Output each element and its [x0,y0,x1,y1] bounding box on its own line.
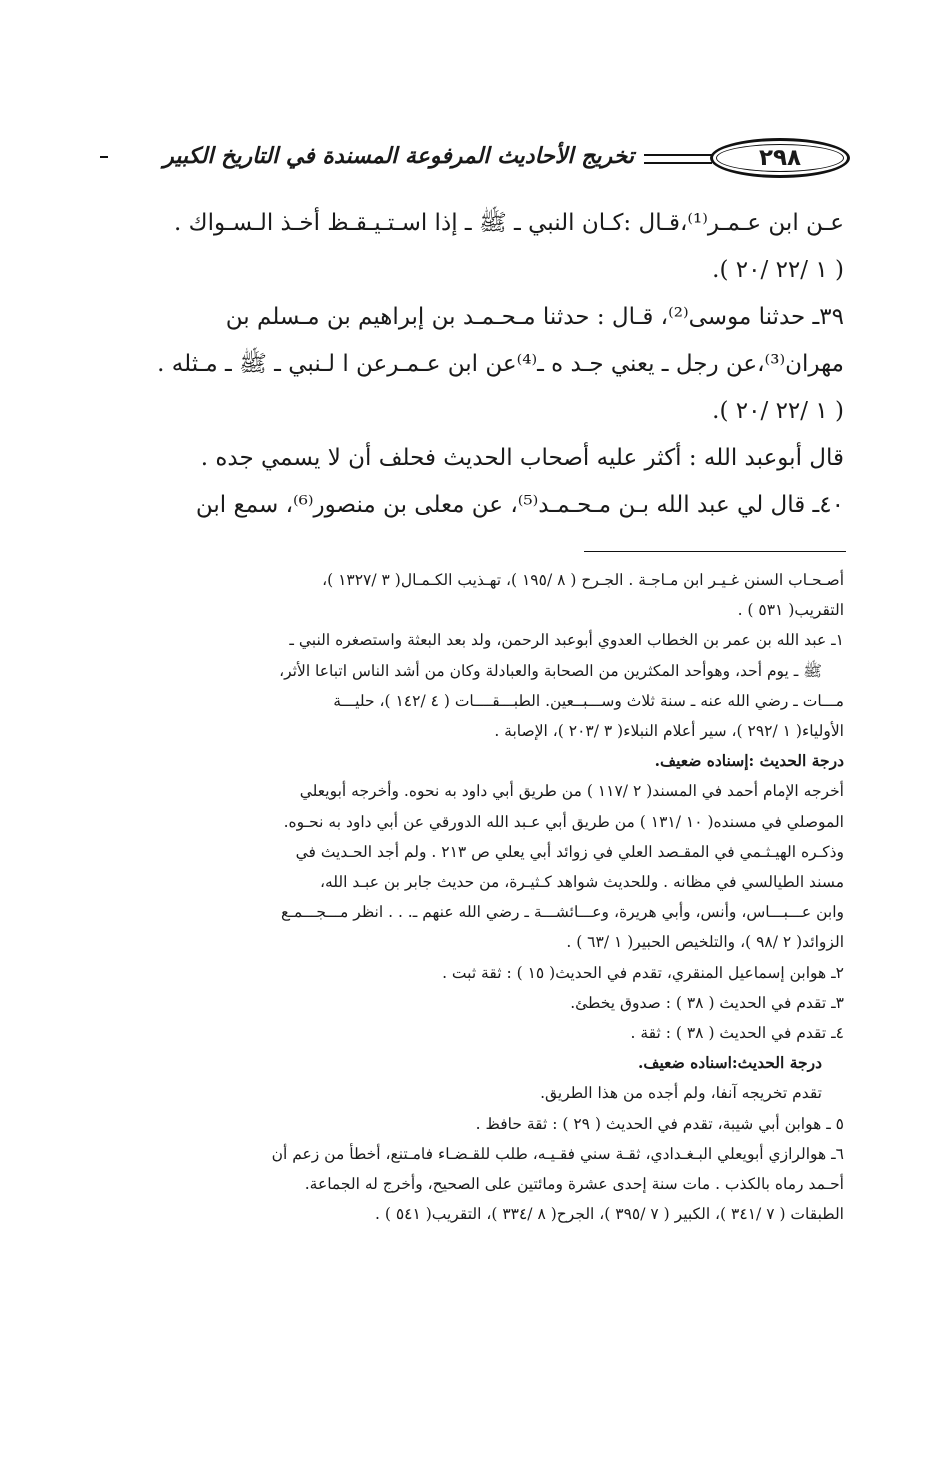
page-number: ٢٩٨ [758,145,802,171]
footnote-1-line: الأولياء( ١ /٢٩٢ )، سير أعلام النبلاء( ٣ /٢٠٣ )، الإصابة . [494,722,844,741]
main-text [99,200,844,529]
takhrij-line: الزوائد( ٢ /٩٨ )، والتلخيص الحبير( ١ /٦٣ ) . [566,933,844,952]
takhrij-line: أخرجه الإمام أحمد في المسند( ٢ /١١٧ ) من طريق أبي داود به نحوه. وأخرجه أبويعلي [299,782,844,801]
hadith-grade-heading: درجة الحديث :إسناده ضعيف. [654,751,844,771]
reference-line: ( ١ /٢٢ /٢٠ ). [712,257,844,283]
comment-line: قال أبوعبد الله : أكثر عليه أصحاب الحديث فحلف أن لا يسمي جده . [200,445,844,471]
footnote-1-line: ﷺ ـ يوم أحد، وهوأحد المكثرين من الصحابة والعبادلة وكان من أشد الناس اتباعا الأثر، [279,661,822,680]
footnote-6-line: الطبقات ( ٧ /٣٤١ )، الكبير ( ٧ /٣٩٥ )، الجرح( ٨ /٣٣٤ )، التقريب( ٥٤١ ) . [374,1205,844,1224]
footnote-6-line: أحـمد رماه بالكذب . مات سنة إحدى عشرة ومائتين على الصحيح، وأخرج له الجماعة. [304,1175,844,1194]
footnotes [99,565,844,1229]
page-header [100,138,850,182]
footnote-4: ٤ـ تقدم في الحديث ( ٣٨ ) : ثقة . [630,1024,844,1043]
footnote-1-line: ١ـ عبد الله بن عمر بن الخطاب العدوي أبوعبد الرحمن، ولد بعد البعثة واستصغره النبي ـ [289,631,844,650]
takhrij-line: وابن عـــبـــاس، وأنس، وأبي هريرة، وعـــائشـــة ـ رضي الله عنهم ـ. . . انظر مـــجـــمـع [281,903,844,922]
running-title: تخريج الأحاديث المرفوعة المسندة في التاريخ الكبير [163,143,634,169]
footnote-line: أصـحـاب السنن غـيـر ابن مـاجـة . الجـرح ( ٨ /١٩٥ )، تهـذيب الكـمـال( ٣ /١٣٢٧ )، [322,571,844,589]
reference-line: ( ١ /٢٢ /٢٠ ). [712,398,844,424]
footnote-2: ٢ـ هوابن إسماعيل المنقري، تقدم في الحديث( ١٥ ) : ثقة ثبت . [442,963,844,982]
takhrij-line: مسند الطيالسي في مظانه . وللحديث شواهد كـثيـرة، من حديث جابر بن عبـد الله، [319,873,844,892]
takhrij-line: وذكـره الهيـثـمي في المقـصد العلي في زوائد أبي يعلي ص ٢١٣ . ولم أجد الحـديث في [295,842,844,861]
takhrij-line: الموصلي في مسنده( ١٠ /١٣١ ) من طريق أبي عـبد الله الدورقي عن أبي داود به نحـوه. [283,812,844,831]
header-double-rule [644,154,712,164]
footnote-line: التقريب( ٥٣١ ) . [737,601,844,620]
footnote-5: ٥ ـ هوابن أبي شيبة، تقدم في الحديث ( ٢٩ ) : ثقة حافظ . [475,1114,844,1133]
footnote-6-line: ٦ـ هوالرازي أبويعلي البـغـدادي، ثقـة سني فقـيـه، طلب للقـضـاء فامـتنع، أخطأ من زعم أن [271,1144,844,1163]
hadith-39-line-2: مهران⁽³⁾،عن رجل ـ يعني جـد ه ـ⁽⁴⁾عن ابن عـمـرعن ا لـنبي ـ ﷺ ـ مـثله . [157,351,844,377]
hadith-grade-heading: درجة الحديث:اسناده ضعيف. [638,1053,822,1073]
footnote-3: ٣ـ تقدم في الحديث ( ٣٨ ) : صدوق يخطئ. [570,993,844,1012]
page-number-oval [710,138,850,178]
hadith-39-line-1: ٣٩ـ حدثنا موسى⁽²⁾، قـال : حدثنا مـحـمـد بن إبراهيم بن مـسلم بن [225,304,844,330]
hadith-40-line: ٤٠ـ قال لي عبد الله بـن مـحـمـد⁽⁵⁾، عن معلى بن منصور⁽⁶⁾، سمع ابن [195,492,844,518]
takhrij-line: تقدم تخريجه آنفا، ولم أجده من هذا الطريق. [540,1084,822,1103]
header-rule-end [100,156,108,158]
text-line: عـن ابن عـمـر⁽¹⁾،قـال :كـان النبي ـ ﷺ ـ إذا اسـتـيـقـظ أخـذ الـسـواك . [174,210,844,236]
footnote-separator [584,551,846,552]
footnote-1-line: مـــات ـ رضي الله عنه ـ سنة ثلاث وســـبــعين. الطبـــقــــات ( ٤ /١٤٢ )، حليـــة [333,691,844,710]
